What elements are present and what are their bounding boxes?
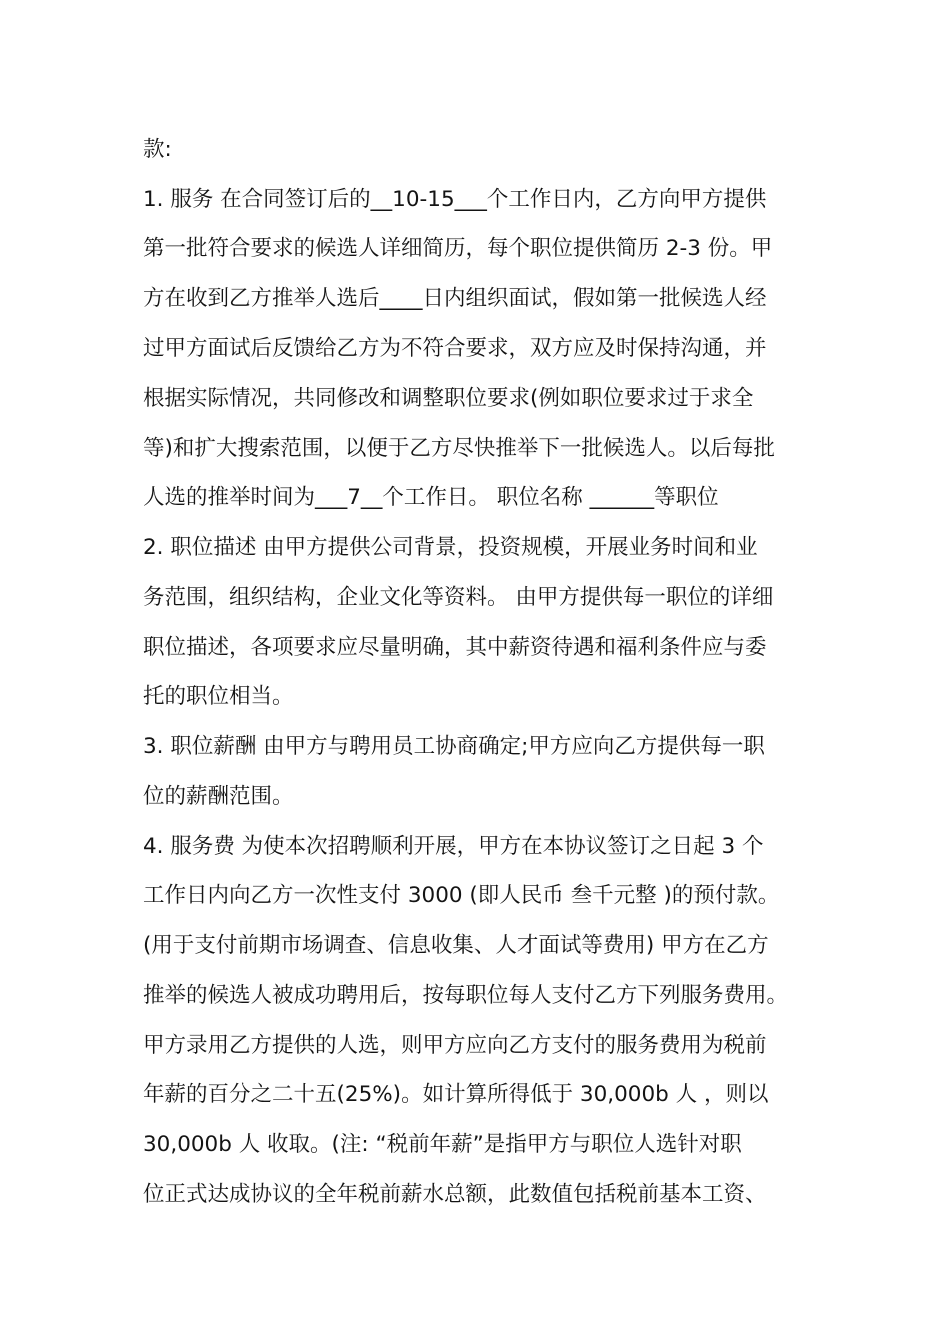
text-line: 第一批符合要求的候选人详细简历，每个职位提供简历 2-3 份。甲 xyxy=(143,236,773,261)
text-line: 务范围，组织结构，企业文化等资料。 由甲方提供每一职位的详细 xyxy=(143,585,774,610)
text-line: 托的职位相当。 xyxy=(143,684,294,709)
text-line: 位正式达成协议的全年税前薪水总额，此数值包括税前基本工资、 xyxy=(143,1182,767,1207)
text-line: 推举的候选人被成功聘用后，按每职位每人支付乙方下列服务费用。 xyxy=(143,983,789,1008)
text-line: 根据实际情况，共同修改和调整职位要求(例如职位要求过于求全 xyxy=(143,386,754,411)
text-line: 30,000b 人 收取。(注: “税前年薪”是指甲方与职位人选针对职 xyxy=(143,1132,742,1157)
text-line: 位的薪酬范围。 xyxy=(143,784,294,809)
text-line: 3. 职位薪酬 由甲方与聘用员工协商确定;甲方应向乙方提供每一职 xyxy=(143,734,765,759)
text-line: 人选的推举时间为___7__个工作日。 职位名称 ______等职位 xyxy=(143,485,719,510)
text-line: 1. 服务 在合同签订后的__10-15___个工作日内，乙方向甲方提供 xyxy=(143,187,767,212)
text-line: 工作日内向乙方一次性支付 3000 (即人民币 叁千元整 )的预付款。 xyxy=(143,883,780,908)
text-line: 职位描述，各项要求应尽量明确，其中薪资待遇和福利条件应与委 xyxy=(143,635,767,660)
text-line: 年薪的百分之二十五(25%)。如计算所得低于 30,000b 人 ，则以 xyxy=(143,1082,769,1107)
text-line: 2. 职位描述 由甲方提供公司背景，投资规模，开展业务时间和业 xyxy=(143,535,758,560)
text-line: 等)和扩大搜索范围，以便于乙方尽快推举下一批候选人。以后每批 xyxy=(143,436,775,461)
text-line: 4. 服务费 为使本次招聘顺利开展，甲方在本协议签订之日起 3 个 xyxy=(143,834,764,859)
text-line: 款: xyxy=(143,137,172,162)
text-line: (用于支付前期市场调查、信息收集、人才面试等费用) 甲方在乙方 xyxy=(143,933,769,958)
text-line: 方在收到乙方推举人选后____日内组织面试，假如第一批候选人经 xyxy=(143,286,767,311)
text-line: 过甲方面试后反馈给乙方为不符合要求，双方应及时保持沟通，并 xyxy=(143,336,767,361)
text-line: 甲方录用乙方提供的人选，则甲方应向乙方支付的服务费用为税前 xyxy=(143,1033,767,1058)
